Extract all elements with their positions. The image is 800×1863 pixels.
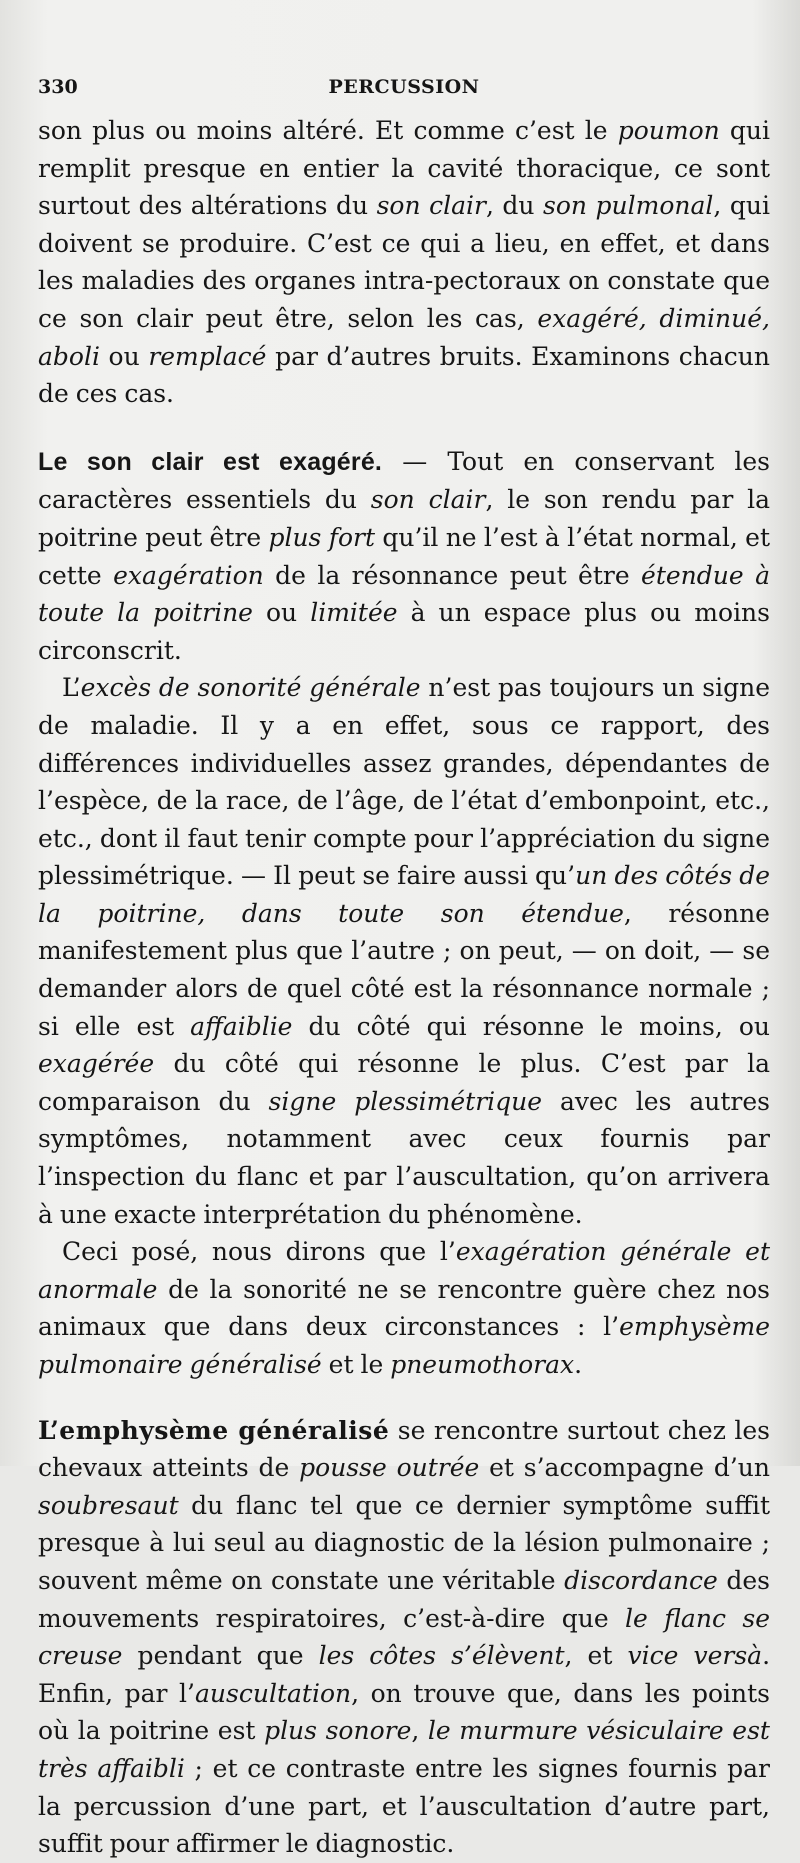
- text-run: et le: [321, 1350, 391, 1379]
- italic-run: le flanc se creuse: [38, 1603, 770, 1671]
- page-number: 330: [38, 76, 78, 98]
- italic-run: étendue à toute la poitrine: [38, 560, 770, 628]
- text-run: pendant que: [122, 1641, 319, 1671]
- text-run: , on trouve que, dans les points où la poitrine est: [38, 1678, 770, 1746]
- paragraph-gap: [38, 1384, 770, 1412]
- text-run: , et: [564, 1641, 628, 1671]
- running-title: PERCUSSION: [328, 76, 480, 98]
- text-run: du côté qui résonne le moins, ou: [292, 1011, 770, 1041]
- text-run: du flanc tel que ce dernier symptôme suffit presque à lui seul au diagnostic de la lésion pulmonaire ; souvent même on constate une véritable: [38, 1490, 770, 1595]
- italic-run: exagération: [113, 560, 264, 590]
- italic-run: exagéré, diminué, aboli: [38, 303, 770, 371]
- italic-run: poumon: [617, 116, 720, 145]
- text-run: .: [574, 1350, 583, 1379]
- paragraph-gap: [38, 413, 770, 443]
- paragraph-1: [38, 112, 770, 413]
- italic-run: excès de sonorité générale: [80, 673, 421, 703]
- text-run: du côté qui résonne le plus. C’est par la comparaison du: [38, 1049, 770, 1116]
- paragraph-4: [38, 1233, 770, 1383]
- italic-run: limitée: [310, 598, 398, 628]
- italic-run: les côtes s’élèvent: [318, 1641, 565, 1671]
- section-lead-emphyseme: L’emphysème généralisé: [38, 1415, 390, 1445]
- paragraph-2: [38, 443, 770, 670]
- page-body: [38, 112, 770, 1863]
- italic-run: son clair: [376, 191, 486, 221]
- italic-run: le murmure vésiculaire est très affaibli: [38, 1716, 770, 1783]
- text-run: son plus ou moins altéré. Et comme c’est le: [38, 116, 618, 145]
- paragraph-5: [38, 1412, 770, 1863]
- text-run: ou: [99, 341, 149, 371]
- text-run: de la sonorité ne se rencontre guère chez nos animaux que dans deux circonstances : l’: [38, 1274, 770, 1342]
- text-run: et s’accompagne d’un: [479, 1453, 771, 1483]
- text-run: L’: [62, 673, 81, 703]
- text-run: ou: [252, 598, 311, 628]
- text-run: n’est pas toujours un signe de maladie. Il y a en effet, sous ce rapport, des différences individuelles assez grandes, dépendantes de l’espèce, de la race, de l’âge, de l’état d’embonpoint, etc., etc., dont il faut tenir compte pour l’appréciation du signe plessimétrique. — Il peut se faire aussi qu’: [38, 673, 771, 891]
- italic-run: pneumothorax: [390, 1350, 575, 1379]
- text-run: de la résonnance peut être: [263, 560, 642, 590]
- italic-run: vice versà: [627, 1641, 763, 1671]
- text-run: se rencontre surtout chez les chevaux atteints de: [38, 1415, 771, 1483]
- italic-run: un des côtés de la poitrine, dans toute son étendue: [38, 861, 771, 928]
- text-run: . Enfin, par l’: [38, 1641, 771, 1708]
- text-run: ; et ce contraste entre les signes fournis par la percussion d’une part, et l’auscultation d’autre part, suffit pour affirmer le diagnostic.: [38, 1753, 770, 1859]
- page-header: [38, 76, 770, 104]
- italic-run: son clair: [370, 485, 486, 515]
- italic-run: affaiblie: [190, 1011, 293, 1041]
- italic-run: remplacé: [148, 341, 267, 371]
- italic-run: auscultation: [195, 1678, 352, 1708]
- text-run: , résonne manifestement plus que l’autre ; on peut, — on doit, — se demander alors de quel côté est la résonnance normale ; si elle est: [38, 898, 770, 1041]
- text-run: — Tout en conservant les caractères essentiels du: [38, 446, 770, 515]
- text-run: , qui doivent se produire. C’est ce qui a lieu, en effet, et dans les maladies des organes intra-pectoraux on constate que ce son clair peut être, selon les cas,: [38, 191, 770, 333]
- italic-run: plus sonore: [264, 1716, 412, 1746]
- text-run: des mouvements respiratoires, c’est-à-dire que: [38, 1565, 771, 1633]
- paragraph-3: [38, 669, 770, 1233]
- italic-run: pousse outrée: [299, 1453, 480, 1483]
- text-run: avec les autres symptômes, notamment avec ceux fournis par l’inspection du flanc et par l’auscultation, qu’on arrivera à une exacte interprétation du phénomène.: [38, 1086, 771, 1229]
- text-run: à un espace plus ou moins circonscrit.: [38, 598, 770, 665]
- italic-run: soubresaut: [38, 1490, 179, 1520]
- text-run: qu’il ne l’est à l’état normal, et cette: [38, 522, 770, 590]
- italic-run: exagération générale et anormale: [38, 1237, 770, 1304]
- text-run: , du: [485, 191, 544, 221]
- text-run: qui remplit presque en entier la cavité thoracique, ce sont surtout des altérations du: [38, 116, 771, 221]
- text-run: , le son rendu par la poitrine peut être: [38, 485, 770, 552]
- italic-run: discordance: [564, 1565, 718, 1595]
- italic-run: son pulmonal: [543, 191, 714, 221]
- italic-run: emphysème pulmonaire généralisé: [38, 1312, 770, 1379]
- section-lead-son-clair-exagere: Le son clair est exagéré.: [38, 447, 383, 476]
- text-run: ,: [411, 1716, 428, 1746]
- text-run: par d’autres bruits. Examinons chacun de ces cas.: [38, 341, 771, 409]
- italic-run: exagérée: [38, 1049, 155, 1079]
- text-run: Ceci posé, nous dirons que l’: [62, 1237, 456, 1267]
- italic-run: signe plessimétrique: [268, 1086, 543, 1116]
- italic-run: plus fort: [268, 522, 376, 552]
